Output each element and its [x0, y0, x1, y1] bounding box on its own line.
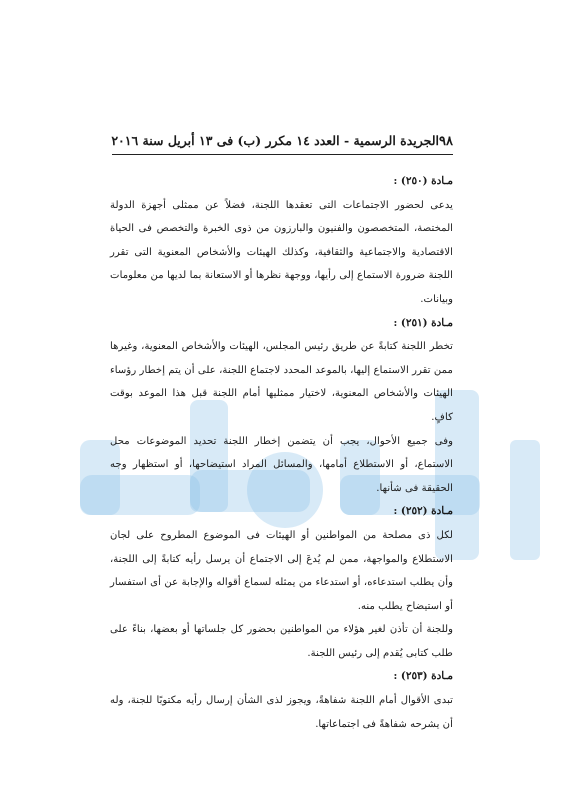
article-paragraph: وللجنة أن تأذن لغير هؤلاء من المواطنين بحضور كل جلساتها أو بعضها، بناءً على طلب كتابى يُقدم إلى رئيس اللجنة. — [110, 624, 453, 659]
page-header — [111, 133, 453, 149]
article-251 — [110, 312, 453, 501]
page-number: ٩٨ — [439, 134, 453, 149]
article-paragraph: تبدى الأقوال أمام اللجنة شفاهةً، ويجوز لذى الشأن إرسال رأيه مكتوبًا للجنة، وله أن يشرحه شفاهةً فى اجتماعاتها. — [110, 695, 453, 730]
article-heading: مـادة (٢٥٣) : — [393, 670, 453, 683]
header-divider — [112, 154, 453, 155]
article-paragraph: لكل ذى مصلحة من المواطنين أو الهيئات فى الموضوع المطروح على لجان الاستطلاع والمواجهة، ممن لم يُدعَ إلى الاجتماع أن يرسل رأيه كتابةً إلى اللجنة، وأن يطلب استدعاءه، أو استدعاء من يمثله لسماع أقواله والإجابة عن أى استفسار أو استيضاح يطلب منه. — [110, 529, 453, 612]
article-paragraph: يدعى لحضور الاجتماعات التى تعقدها اللجنة، فضلاً عن ممثلى أجهزة الدولة المختصة، المتخصصون والفنيون والبارزون من ذوى الخبرة والتخصص فى الحياة الاقتصادية والاجتماعية والثقافية، وكذلك الهيئات والأشخاص المعنوية التى تقرر اللجنة ضرورة الاستماع إلى رأيها، ووجهة نظرها أو الاستعانة بما لديها من معلومات وبيانات. — [110, 199, 453, 305]
article-253 — [110, 665, 453, 736]
article-paragraph: تخطر اللجنة كتابةً عن طريق رئيس المجلس، الهيئات والأشخاص المعنوية، وغيرها ممن تقرر الاستماع إليها، بالموعد المحدد لاجتماع اللجنة، على أن يتم إخطار رؤساء الهيئات والأشخاص المعنوية، لاختيار ممثليها أمام اللجنة قبل هذا الموعد بوقت كافٍ. — [110, 341, 453, 423]
gazette-title: الجريدة الرسمية - العدد ١٤ مكرر (ب) فى ١٣ أبريل سنة ٢٠١٦ — [111, 133, 440, 148]
article-paragraph: وفى جميع الأحوال، يجب أن يتضمن إخطار اللجنة تحديد الموضوعات محل الاستماع، أو الاستطلاع أمامها، والمسائل المراد استيضاحها، أو استظهار وجه الحقيقة فى شأنها. — [110, 435, 453, 494]
article-252 — [110, 500, 453, 665]
article-heading: مـادة (٢٥١) : — [393, 316, 453, 329]
article-250 — [110, 170, 453, 312]
article-heading: مـادة (٢٥٠) : — [393, 175, 453, 187]
article-heading: مـادة (٢٥٢) : — [393, 505, 453, 518]
page-body — [110, 170, 453, 736]
